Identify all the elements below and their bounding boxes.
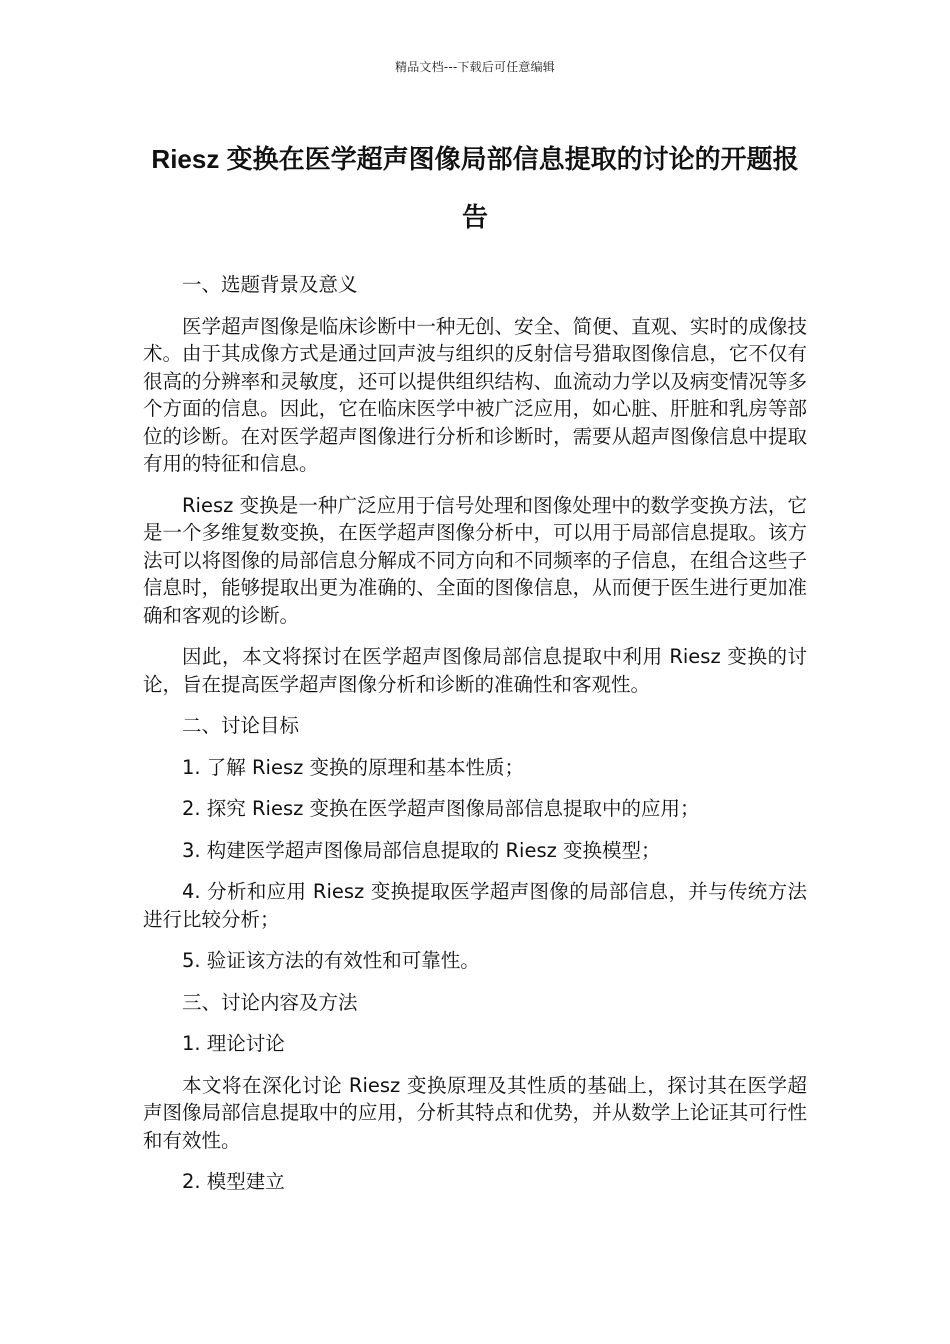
list-item-goal-2: 2. 探究 Riesz 变换在医学超声图像局部信息提取中的应用； [182, 797, 700, 820]
section-heading-background: 一、选题背景及意义 [182, 273, 358, 296]
header-note: 精品文档---下载后可任意编辑 [395, 60, 555, 74]
subheading-model: 2. 模型建立 [182, 1170, 285, 1193]
document-title: Riesz 变换在医学超声图像局部信息提取的讨论的开题报告 [151, 144, 799, 232]
subheading-theory: 1. 理论讨论 [182, 1032, 285, 1055]
list-item-goal-3: 3. 构建医学超声图像局部信息提取的 Riesz 变换模型； [182, 838, 661, 862]
paragraph-riesz-intro: Riesz 变换是一种广泛应用于信号处理和图像处理中的数学变换方法，它是一个多维复数变换，在医学超声图像分析中，可以用于局部信息提取。该方法可以将图像的局部信息分解成不同方向和不同频率的子信息，在组合这些子信息时，能够提取出更为准确的、全面的图像信息，从而便于医生进行更加准确和客观的诊断。 [143, 493, 807, 627]
list-item-goal-1: 1. 了解 Riesz 变换的原理和基本性质； [182, 755, 525, 779]
list-item-goal-4: 4. 分析和应用 Riesz 变换提取医学超声图像的局部信息，并与传统方法进行比较分析； [143, 880, 807, 931]
paragraph-purpose: 因此，本文将探讨在医学超声图像局部信息提取中利用 Riesz 变换的讨论，旨在提高医学超声图像分析和诊断的准确性和客观性。 [143, 645, 807, 696]
section-heading-goals: 二、讨论目标 [182, 714, 300, 737]
paragraph-ultrasound-intro: 医学超声图像是临床诊断中一种无创、安全、简便、直观、实时的成像技术。由于其成像方式是通过回声波与组织的反射信号猎取图像信息，它不仅有很高的分辨率和灵敏度，还可以提供组织结构、血流动力学以及病变情况等多个方面的信息。因此，它在临床医学中被广泛应用，如心脏、肝脏和乳房等部位的诊断。在对医学超声图像进行分析和诊断时，需要从超声图像信息中提取有用的特征和信息。 [143, 314, 807, 475]
document-body [143, 271, 807, 1210]
list-item-goal-5: 5. 验证该方法的有效性和可靠性。 [182, 949, 480, 972]
paragraph-theory: 本文将在深化讨论 Riesz 变换原理及其性质的基础上，探讨其在医学超声图像局部信息提取中的应用，分析其特点和优势，并从数学上论证其可行性和有效性。 [143, 1073, 807, 1152]
section-heading-content-methods: 三、讨论内容及方法 [182, 990, 358, 1014]
